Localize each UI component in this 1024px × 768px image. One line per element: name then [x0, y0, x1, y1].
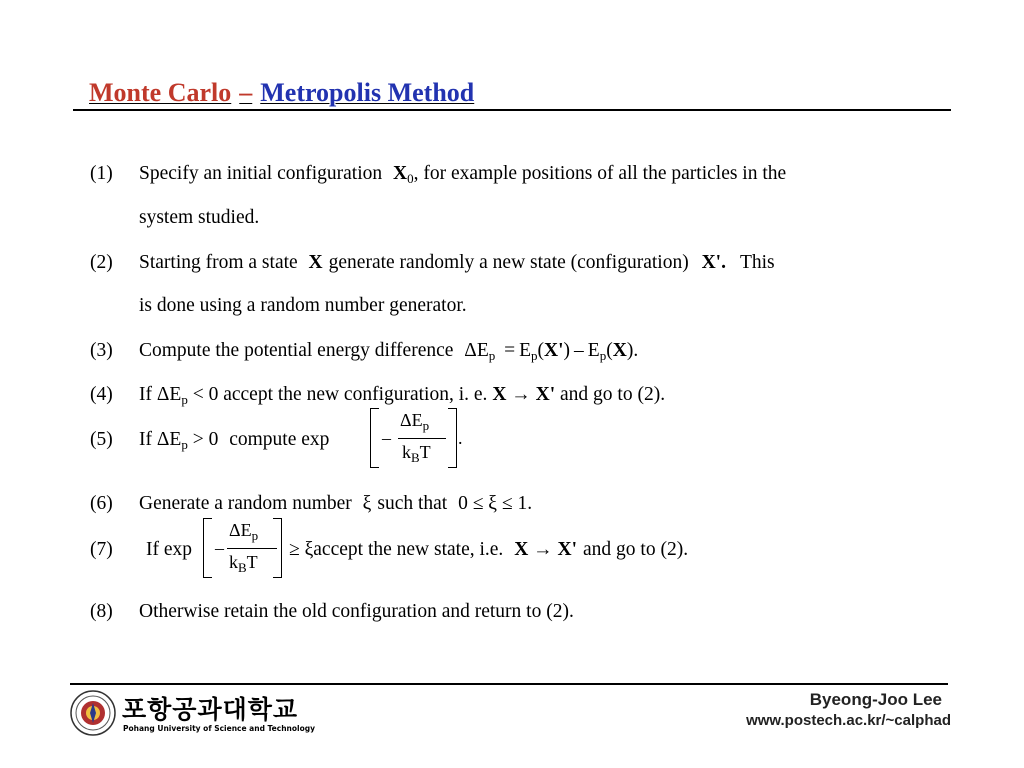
title-separator: –	[239, 78, 253, 107]
step-7-rest: ≥ ξaccept the new state, i.e. X → X' and go to (2).	[289, 539, 689, 560]
footer-divider	[70, 683, 948, 685]
step-text: accept the new configuration, i. e.	[223, 384, 488, 405]
exp-function: exp	[301, 429, 330, 450]
step-text: Specify an initial configuration	[139, 163, 383, 184]
step-text: Generate a random number	[139, 493, 352, 514]
university-seal-icon	[70, 690, 116, 736]
university-name-korean: 포항공과대학교	[122, 695, 299, 724]
step-5: (5) If $\Delta E_p > 0$ compute exp	[90, 429, 330, 452]
left-bracket	[203, 518, 212, 578]
step-text-end: and go to (2).	[560, 384, 666, 405]
step-text: accept the new state, i.e.	[313, 539, 504, 560]
config-variable: X	[393, 163, 408, 184]
step-3	[90, 339, 638, 364]
step-number: (4)	[90, 384, 113, 405]
step-1	[90, 162, 786, 187]
step-2	[90, 251, 775, 274]
right-bracket	[448, 408, 457, 468]
transition-arrow: X → X'	[492, 384, 556, 405]
step-text-cont: , for example positions of all the particles in the	[413, 163, 787, 184]
step-number: (8)	[90, 601, 113, 622]
new-state-variable: X'.	[701, 252, 726, 273]
slide: Monte Carlo – Metropolis Method (1) Specify an initial configuration $X_0$, for example positions of all the particles in the system studied. (2) Starting from a state X generate randomly a new state (configuration) X'. This is done using a random number generator. (3) Compute the potential energy difference $\Delta E_p = E_p(X') - E_p(X)$. (4) If $\Delta E_p < 0$ accept the new configuration, i. e. X → X' and go to (2). (5) If $\Delta E_p > 0$ compute exp – $\Delta E_p$ $k_BT$ . (6) Generate a random number ξ such that 0 ≤ ξ ≤ 1. (7) If exp – $\Delta E_p$ $k_BT$ ≥ ξaccept the new state, i.e. X → X' and go to (2). (8) Otherwise retain the old configuration and return to (2). 포항공과대학교 Pohang University of Science and Technology Byeong-Joo Lee www.postech.ac.kr/~calphad	[0, 0, 1024, 768]
exp-function: exp	[163, 539, 193, 560]
step-text-end: This	[739, 252, 775, 273]
step-number: (3)	[90, 340, 113, 361]
title-divider	[73, 109, 951, 111]
fraction-bar	[227, 548, 277, 549]
step-number: (5)	[90, 429, 113, 450]
title-part2: Metropolis Method	[260, 78, 475, 107]
config-subscript: 0	[407, 171, 414, 186]
step-text-end: and go to (2).	[583, 539, 689, 560]
step-text: Otherwise retain the old configuration and return to (2).	[139, 601, 574, 622]
step-1-line2: system studied.	[139, 207, 260, 228]
step-7: (7) If exp	[90, 539, 193, 560]
xi-symbol: ξ	[362, 493, 372, 514]
xi-range: 0 ≤ ξ ≤ 1.	[458, 493, 533, 514]
step-4: (4) If $\Delta E_p < 0$ accept the new configuration, i. e. X → X' and go to (2).	[90, 384, 666, 407]
step-text-cont: generate randomly a new state (configuration)	[328, 252, 689, 273]
step-number: (1)	[90, 163, 113, 184]
step-number: (2)	[90, 252, 113, 273]
step-6: (6) Generate a random number ξ such that 0 ≤ ξ ≤ 1.	[90, 493, 533, 514]
step-number: (6)	[90, 493, 113, 514]
right-bracket	[273, 518, 282, 578]
title-part1: Monte Carlo	[89, 78, 232, 107]
author-url: www.postech.ac.kr/~calphad	[746, 712, 951, 729]
step-number: (7)	[90, 539, 113, 560]
left-bracket	[370, 408, 379, 468]
slide-title	[89, 78, 474, 108]
fraction-bar	[398, 438, 446, 439]
transition-arrow: X → X'	[514, 539, 578, 560]
step-text: Starting from a state	[139, 252, 298, 273]
author-name: Byeong-Joo Lee	[809, 690, 942, 709]
state-variable: X	[308, 252, 323, 273]
step-text: Compute the potential energy difference	[139, 340, 454, 361]
energy-equation: $\Delta E_p = E_p(X') - E_p(X)$.	[464, 340, 639, 363]
step-2-line2: is done using a random number generator.	[139, 295, 467, 316]
university-name-english: Pohang University of Science and Technology	[123, 724, 316, 733]
step-8	[90, 600, 574, 623]
